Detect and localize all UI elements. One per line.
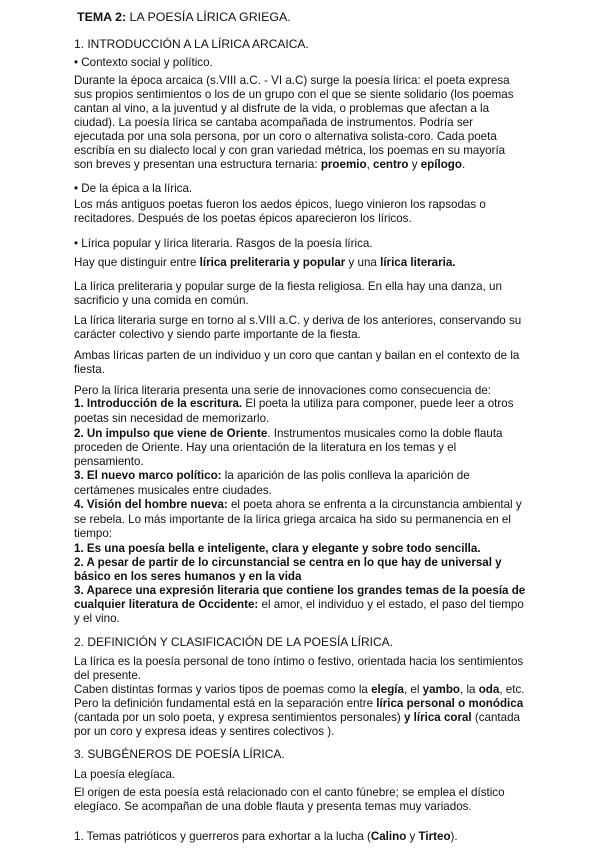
subsection-elegiac: La poesía elegíaca. xyxy=(74,768,176,781)
paragraph-line: Ambas líricas parten de un individuo y un coro que cantan y bailan en el contexto de la xyxy=(74,349,520,362)
innovation-3: 3. El nuevo marco político: la aparición de las polis conlleva la aparición de xyxy=(74,469,470,482)
paragraph-line: Caben distintas formas y varios tipos de poemas como la elegía, el yambo, la oda, etc. xyxy=(74,683,525,696)
paragraph-line: fiesta. xyxy=(74,363,105,376)
innovation-1: 1. Introducción de la escritura. El poeta la utiliza para componer, puede leer a otros xyxy=(74,397,514,410)
feature-3: 3. Aparece una expresión literaria que contiene los grandes temas de la poesía de xyxy=(74,584,526,597)
elegiac-theme-1: 1. Temas patrióticos y guerreros para exhortar a la lucha (Calino y Tirteo). xyxy=(74,830,458,843)
paragraph-line: escribía en su dialecto local y con gran variedad métrica, los poemas en su mayoría xyxy=(74,144,506,157)
bullet-context: • Contexto social y político. xyxy=(74,56,213,69)
feature-2: 2. A pesar de partir de lo circunstancial se centra en lo que hay de universal y xyxy=(74,556,502,569)
paragraph-line: cantan al vino, a la juventud y al disfrute de la vida, o problemas que afectan a la xyxy=(74,102,490,115)
bullet-popular-literary: • Lírica popular y lírica literaria. Rasgos de la poesía lírica. xyxy=(74,237,373,250)
paragraph-line: recitadores. Después de los poetas épicos aparecieron los líricos. xyxy=(74,212,412,225)
section-3-heading: 3. SUBGÉNEROS DE POESÍA LÍRICA. xyxy=(74,747,285,761)
paragraph-line: carácter colectivo y siendo parte importante de la fiesta. xyxy=(74,328,361,341)
paragraph-line: Hay que distinguir entre lírica preliteraria y popular y una lírica literaria. xyxy=(74,256,456,269)
paragraph-line: ciudad). La poesía lírica se cantaba acompañada de instrumentos. Podría ser xyxy=(74,116,473,129)
innovation-2: 2. Un impulso que viene de Oriente. Instrumentos musicales como la doble flauta xyxy=(74,427,503,440)
paragraph-line: por un coro y expresa ideas y sentires colectivos ). xyxy=(74,725,335,738)
paragraph-line: La lírica literaria surge en torno al s.VIII a.C. y deriva de los anteriores, conservando su xyxy=(74,314,522,327)
paragraph-line: y el vino. xyxy=(74,612,120,625)
feature-2-cont: básico en los seres humanos y en la vida xyxy=(74,570,302,583)
paragraph-line: proceden de Oriente. Hay una orientación de la literatura en los temas y el xyxy=(74,441,457,454)
innovation-4: 4. Visión del hombre nueva: el poeta ahora se enfrenta a la circunstancia ambiental y xyxy=(74,498,522,511)
paragraph-line: Pero la definición fundamental está en la separación entre lírica personal o monódica xyxy=(74,697,524,710)
paragraph-line: sacrificio y una comida en común. xyxy=(74,294,249,307)
section-2-heading: 2. DEFINICIÓN Y CLASIFICACIÓN DE LA POESÍA LÍRICA. xyxy=(74,635,393,649)
paragraph-line: El origen de esta poesía está relacionado con el canto fúnebre; se emplea el dístico xyxy=(74,786,505,799)
feature-3-cont: cualquier literatura de Occidente: el amor, el individuo y el estado, el paso del tiempo xyxy=(74,598,524,611)
paragraph-line: (cantada por un solo poeta, y expresa sentimientos personales) y lírica coral (cantada xyxy=(74,711,520,724)
paragraph-line: sus propios sentimientos o los de un grupo con el que se siente solidario (los poemas xyxy=(74,88,514,101)
paragraph-line: son breves y presentan una estructura ternaria: proemio, centro y epílogo. xyxy=(74,158,466,171)
paragraph-line: del presente. xyxy=(74,669,142,682)
paragraph-line: poetas sin necesidad de memorizarlo. xyxy=(74,412,270,425)
paragraph-line: elegíaco. Se acompañan de una doble flauta y presenta temas muy variados. xyxy=(74,800,472,813)
bullet-epic-to-lyric: • De la épica a la lírica. xyxy=(74,182,193,195)
paragraph-line: La lírica preliteraria y popular surge de la fiesta religiosa. En ella hay una danza, un xyxy=(74,280,502,293)
paragraph-line: tiempo: xyxy=(74,527,113,540)
paragraph-line: Los más antiguos poetas fueron los aedos épicos, luego vinieron los rapsodas o xyxy=(74,198,486,211)
paragraph-line: se rebela. Lo más importante de la lírica griega arcaica ha sido su permanencia en el xyxy=(74,513,511,526)
paragraph-line: ejecutada por una sola persona, por un coro o alternativa solista-coro. Cada poeta xyxy=(74,130,497,143)
feature-1: 1. Es una poesía bella e inteligente, clara y elegante y sobre todo sencilla. xyxy=(74,542,481,555)
paragraph-line: certámenes musicales entre ciudades. xyxy=(74,484,272,497)
document-title: TEMA 2: LA POESÍA LÍRICA GRIEGA. xyxy=(77,10,291,24)
section-1-heading: 1. INTRODUCCIÓN A LA LÍRICA ARCAICA. xyxy=(74,37,309,51)
paragraph-line: pensamiento. xyxy=(74,455,144,468)
paragraph-line: Pero la lírica literaria presenta una serie de innovaciones como consecuencia de: xyxy=(74,384,491,397)
paragraph-line: Durante la época arcaica (s.VIII a.C. - VI a.C) surge la poesía lírica: el poeta expresa xyxy=(74,74,510,87)
paragraph-line: La lírica es la poesía personal de tono íntimo o festivo, orientada hacia los sentimientos xyxy=(74,655,524,668)
